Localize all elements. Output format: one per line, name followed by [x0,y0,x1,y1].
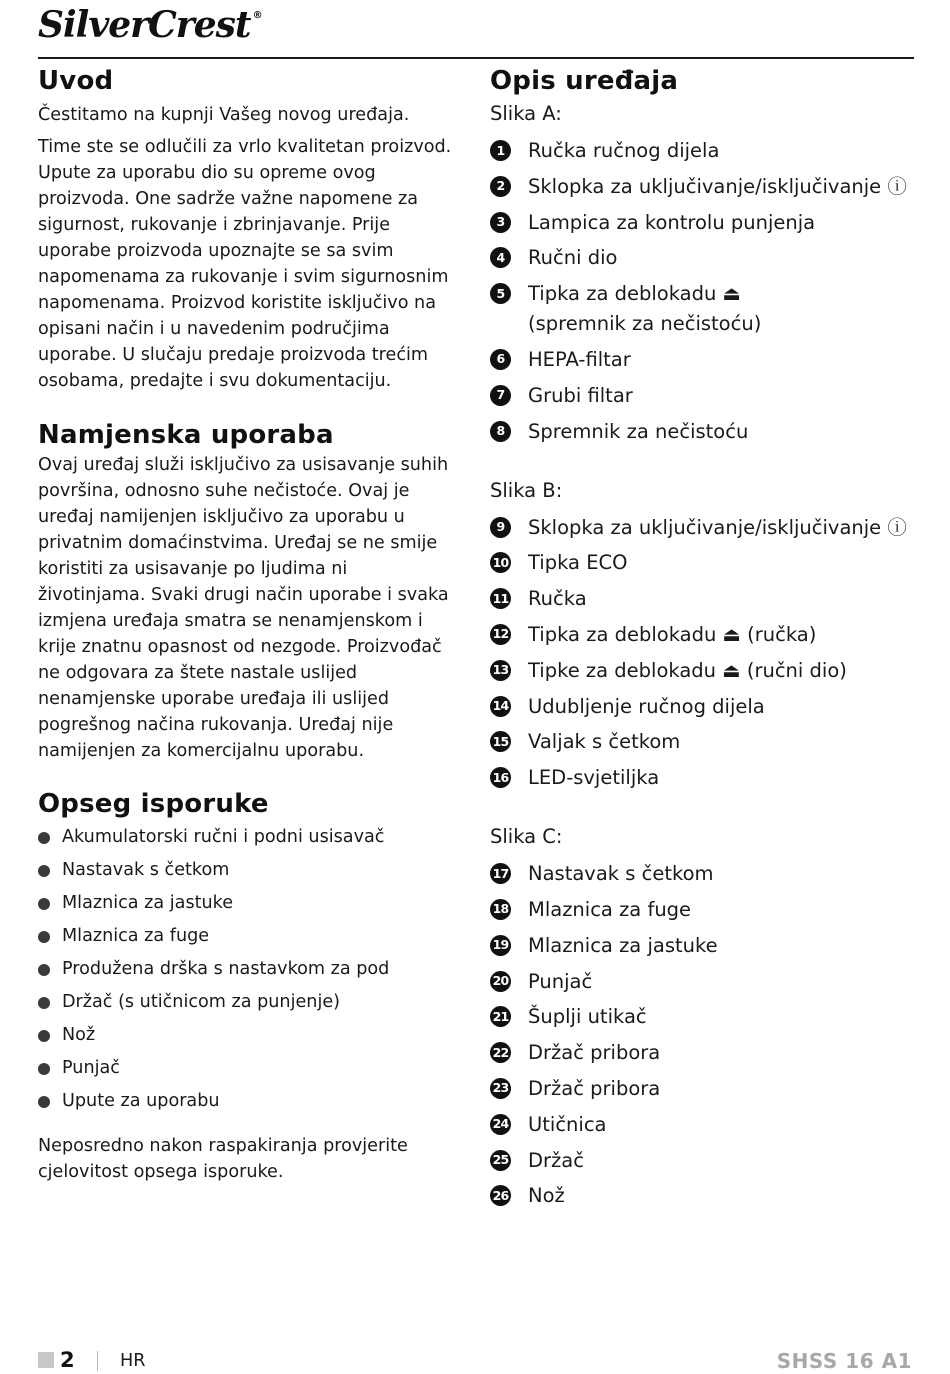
part-number-badge: 1 [490,140,511,161]
part-number-badge: 10 [490,552,511,573]
part-label: Tipka ECO [528,551,628,575]
intro-paragraph-2: Time ste se odlučili za vrlo kvalitetan proizvod. Upute za uporabu dio su opreme ovog proizvoda. One sadrže važne napomene za sigurnost, rukovanje i zbrinjavanje. Prije uporabe proizvoda upoznajte se sa svim napomenama za rukovanje i svim sigurnosnim napomenama. Proizvod koristite isključivo na opisani način i u navedenim područjima uporabe. U slučaju predaje proizvoda trećim osobama, predajte i svu dokumentaciju. [38,137,452,391]
bullet-icon [38,832,50,844]
part-label: LED-svjetiljka [528,766,660,790]
bullet-icon [38,997,50,1009]
figure-b-label: Slika B: [490,478,563,502]
part-number-badge: 24 [490,1114,511,1135]
part-list-item [490,136,910,166]
part-list-item [490,692,910,722]
intended-use-section [38,420,453,764]
part-number-badge: 8 [490,421,511,442]
part-label: HEPA-filtar [528,347,631,371]
part-number-badge: 5 [490,283,511,304]
bullet-icon [38,1030,50,1042]
part-label: Nož [528,1184,565,1208]
bullet-icon [38,898,50,910]
part-list-item [490,727,910,757]
part-label: Grubi filtar [528,383,633,407]
scope-note: Neposredno nakon raspakiranja provjerite cjelovitost opsega isporuke. [38,1136,408,1182]
intro-heading: Uvod [38,66,114,96]
figure-c-group [490,825,910,1211]
part-number-badge: 23 [490,1078,511,1099]
part-list-item [490,967,910,997]
figure-a-label: Slika A: [490,102,562,125]
part-list-item [490,859,910,889]
part-label: Ručka [528,587,587,611]
scope-list-item [38,1052,453,1085]
part-number-badge: 26 [490,1185,511,1206]
part-list-item [490,1110,910,1140]
scope-list-item [38,1019,453,1052]
part-list-item [490,381,910,411]
part-list-item [490,656,910,686]
figure-c-parts-list [490,859,910,1211]
part-label: Punjač [528,969,593,993]
part-label: Utičnica [528,1112,607,1136]
scope-list-item [38,1085,453,1118]
scope-list-item [38,821,453,854]
part-list-item [490,548,910,578]
part-label: Sklopka za uključivanje/isključivanje ⓘ [528,515,907,539]
scope-item-text: Nož [62,1025,96,1045]
part-number-badge: 18 [490,899,511,920]
part-label: Valjak s četkom [528,730,681,754]
part-label: Nastavak s četkom [528,862,714,886]
part-list-item [490,1002,910,1032]
intro-paragraph-1: Čestitamo na kupnji Vašeg novog uređaja. [38,105,410,125]
part-list-item [490,172,910,202]
part-label: Držač pribora [528,1041,661,1065]
scope-list-item [38,854,453,887]
brand-logo: SilverCrest ® [38,4,262,46]
scope-list-item [38,920,453,953]
scope-heading: Opseg isporuke [38,789,269,819]
page-number: 2 [60,1348,75,1372]
intro-section [38,66,453,394]
intended-use-heading: Namjenska uporaba [38,420,334,450]
figure-a-parts-list [490,136,910,447]
part-list-item [490,584,910,614]
part-list-item [490,1146,910,1176]
scope-item-text: Punjač [62,1058,120,1078]
part-number-badge: 11 [490,588,511,609]
part-list-item [490,279,910,339]
part-number-badge: 7 [490,385,511,406]
part-label: Držač [528,1148,584,1172]
part-list-item [490,895,910,925]
part-label: Sklopka za uključivanje/isključivanje ⓘ [528,174,907,198]
part-list-item [490,931,910,961]
bullet-icon [38,964,50,976]
bullet-icon [38,931,50,943]
part-number-badge: 6 [490,349,511,370]
scope-item-text: Produžena drška s nastavkom za pod [62,959,390,979]
part-label: Šuplji utikač [528,1005,647,1029]
scope-list-item [38,887,453,920]
part-label: Ručni dio [528,246,618,270]
figure-b-group [490,479,910,794]
part-label: Ručka ručnog dijela [528,139,720,162]
right-column [490,66,910,1217]
scope-of-delivery-section [38,789,453,1185]
bullet-icon [38,865,50,877]
part-label: Mlaznica za jastuke [528,933,718,957]
part-number-badge: 2 [490,176,511,197]
left-column [38,66,453,1185]
part-list-item [490,1074,910,1104]
part-label: Držač pribora [528,1076,661,1100]
part-list-item [490,208,910,238]
figure-b-parts-list [490,513,910,794]
part-list-item [490,243,910,273]
bullet-icon [38,1063,50,1075]
scope-list-item [38,986,453,1019]
part-list-item [490,1038,910,1068]
part-list-item [490,513,910,543]
device-description-heading: Opis uređaja [490,66,679,96]
intended-use-paragraph: Ovaj uređaj služi isključivo za usisavanje suhih površina, odnosno suhe nečistoće. Ovaj je uređaj namijenjen isključivo za uporabu u privatnim domaćinstvima. Uređaj se ne smije koristiti za usisavanje po ljudima ni životinjama. Svaki drugi način uporabe i svaka izmjena uređaja smatra se nenamjenskom i krije znatnu opasnost od nezgode. Proizvođač ne odgovara za štete nastale uslijed nenamjenske uporabe uređaja ili uslijed pogrešnog načina rukovanja. Uređaj nije namijenjen za komercijalnu uporabu. [38,455,449,761]
part-number-badge: 12 [490,624,511,645]
part-label: Udubljenje ručnog dijela [528,694,765,718]
part-number-badge: 13 [490,660,511,681]
part-number-badge: 16 [490,767,511,788]
scope-item-text: Mlaznica za fuge [62,926,210,946]
part-number-badge: 9 [490,517,511,538]
scope-list-item [38,953,453,986]
part-label: Tipka za deblokadu ⏏ (spremnik za nečistoću) [528,282,762,336]
scope-item-text: Akumulatorski ručni i podni usisavač [62,827,385,847]
part-label: Tipke za deblokadu ⏏ (ručni dio) [528,658,847,682]
part-label: Tipka za deblokadu ⏏ (ručka) [528,622,817,646]
part-number-badge: 3 [490,212,511,233]
part-number-badge: 4 [490,247,511,268]
header-divider [38,57,914,59]
footer-square-icon [38,1352,54,1368]
figure-a-group [490,102,910,447]
part-label: Mlaznica za fuge [528,897,692,921]
part-list-item [490,345,910,375]
footer-divider [97,1351,98,1371]
scope-item-text: Upute za uporabu [62,1091,220,1111]
scope-item-text: Nastavak s četkom [62,860,230,880]
scope-item-text: Držač (s utičnicom za punjenje) [62,992,341,1012]
part-number-badge: 21 [490,1006,511,1027]
part-number-badge: 14 [490,696,511,717]
part-list-item [490,763,910,793]
scope-item-text: Mlaznica za jastuke [62,893,234,913]
model-number: SHSS 16 A1 [776,1349,912,1373]
part-number-badge: 19 [490,935,511,956]
figure-c-label: Slika C: [490,825,563,849]
part-list-item [490,417,910,447]
language-code: HR [120,1351,146,1371]
part-label: Spremnik za nečistoću [528,419,749,443]
part-number-badge: 22 [490,1042,511,1063]
part-number-badge: 15 [490,731,511,752]
part-number-badge: 25 [490,1150,511,1171]
part-list-item [490,1181,910,1211]
part-number-badge: 17 [490,863,511,884]
part-label: Lampica za kontrolu punjenja [528,210,816,234]
bullet-icon [38,1096,50,1108]
part-list-item [490,620,910,650]
part-number-badge: 20 [490,971,511,992]
scope-list [38,821,453,1118]
